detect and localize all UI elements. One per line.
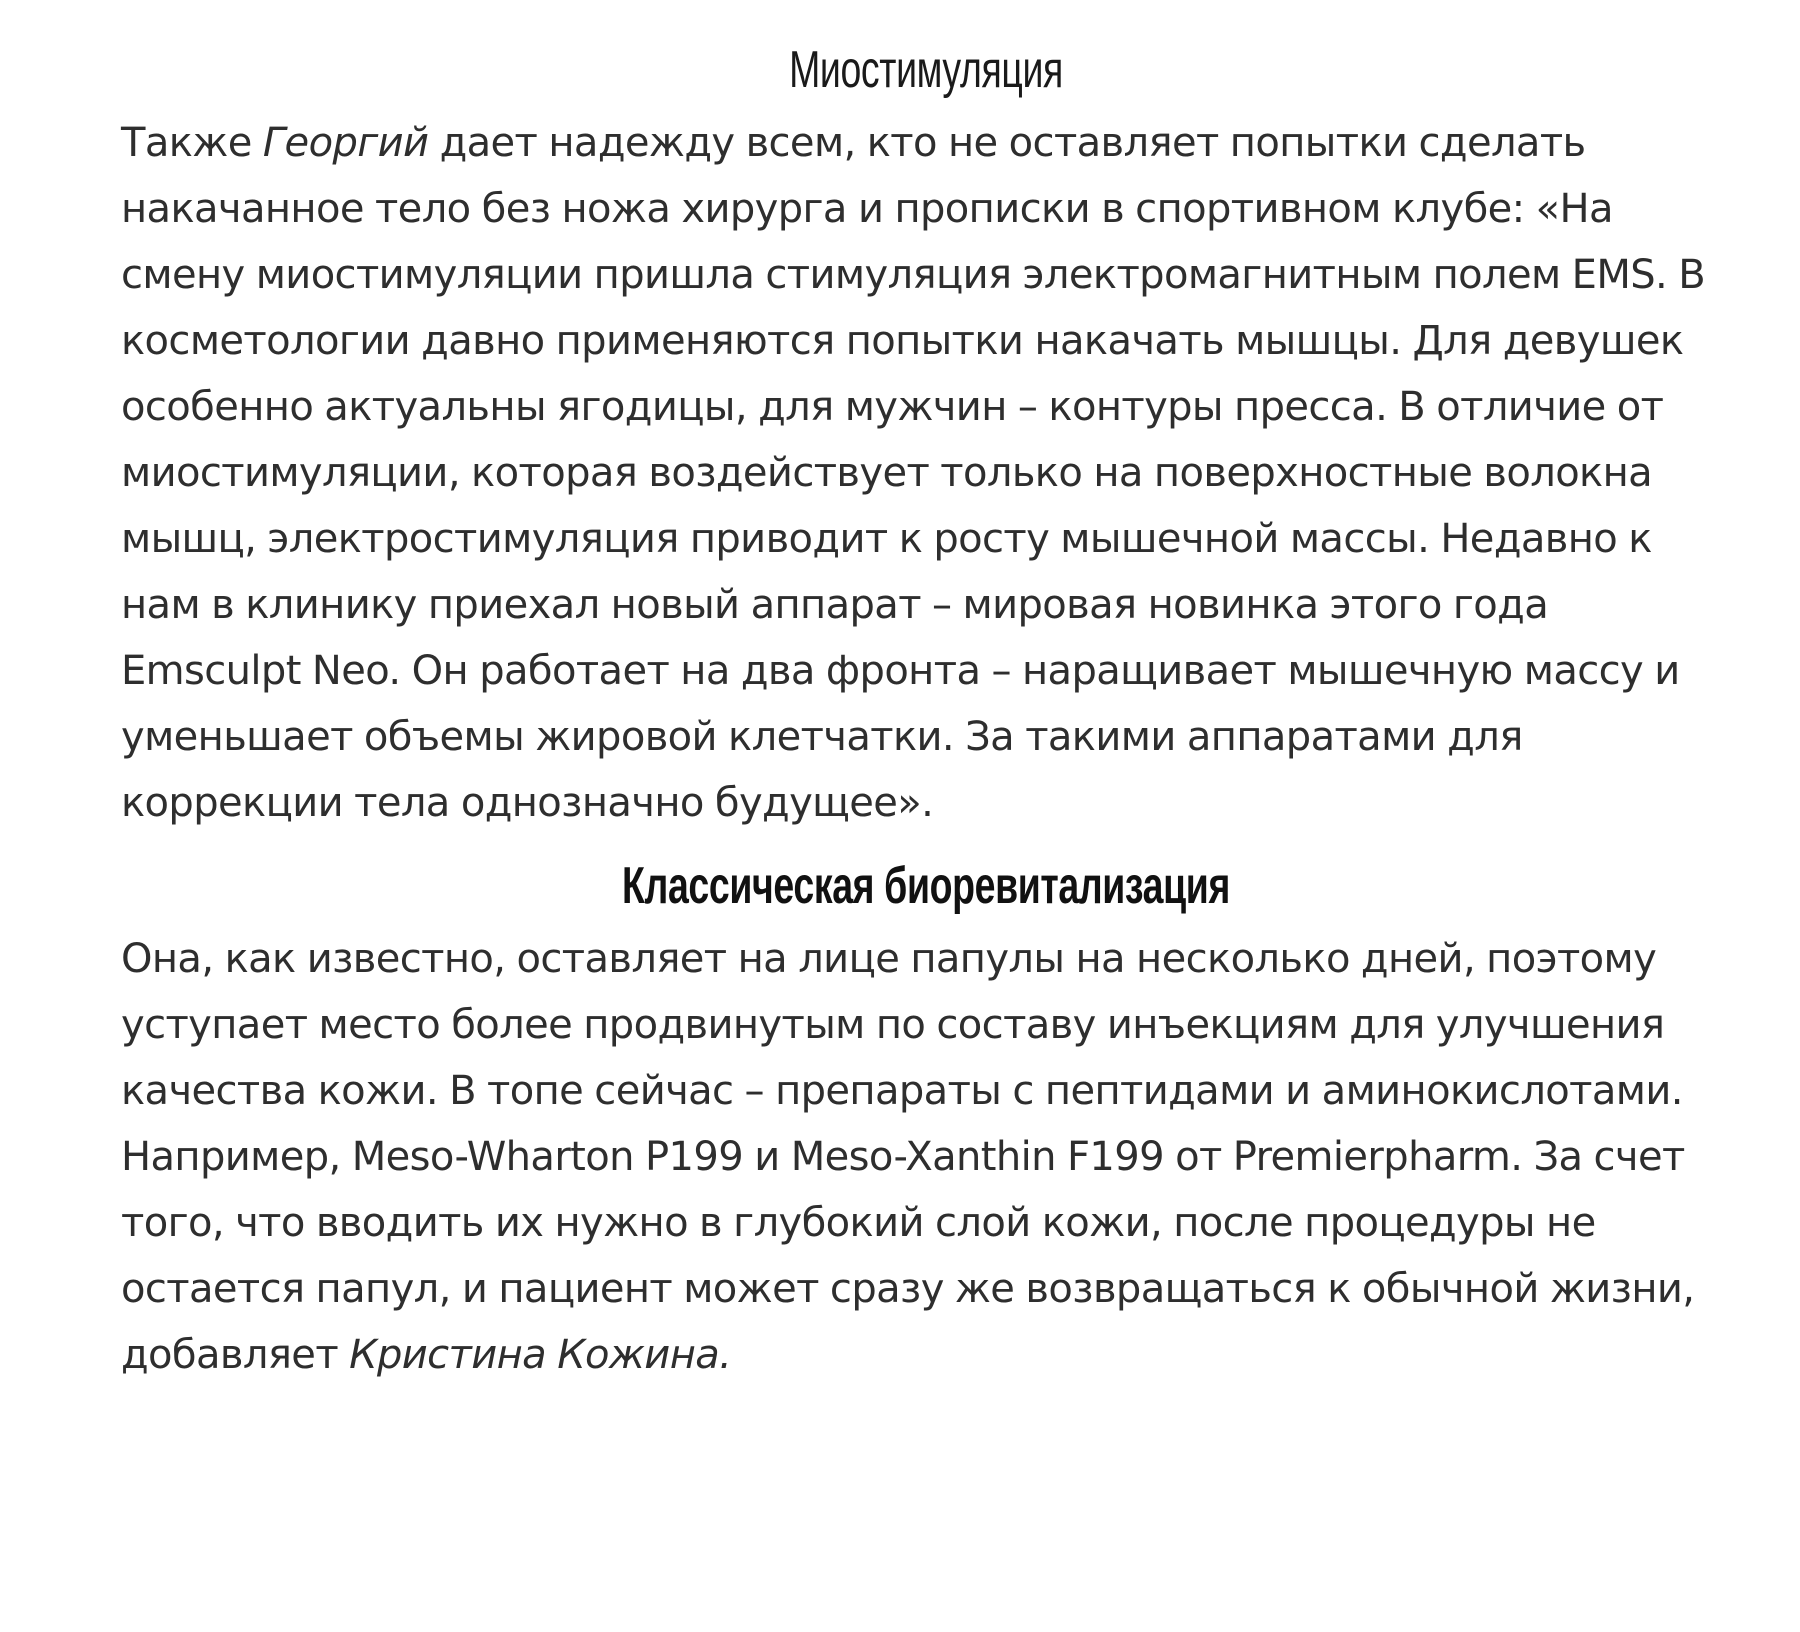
- paragraph-text: дает надежду всем, кто не оставляет попытки сделать накачанное тело без ножа хирурга и прописки в спортивном клубе: «На смену миостимуляции пришла стимуляция электромагнитным полем EMS. В косметологии давно применяются попытки накачать мышцы. Для девушек особенно актуальны ягодицы, для мужчин – контуры пресса. В отличие от миостимуляции, которая воздействует только на поверхностные волокна мышц, электростимуляция приводит к росту мышечной массы. Недавно к нам в клинику приехал новый аппарат – мировая новинка этого года Emsculpt Neo. Он работает на два фронта – наращивает мышечную массу и уменьшает объемы жировой клетчатки. За такими аппаратами для коррекции тела однозначно будущее».: [121, 120, 1706, 826]
- section-paragraph-myostimulation: [121, 110, 1731, 836]
- paragraph-text: Она, как известно, оставляет на лице папулы на несколько дней, поэтому уступает место более продвинутым по составу инъекциям для улучшения качества кожи. В топе сейчас – препараты с пептидами и аминокислотами. Например, Meso-Wharton P199 и Meso-Xanthin F199 от Premierpharm. За счет того, что вводить их нужно в глубокий слой кожи, после процедуры не остается папул, и пациент может сразу же возвращаться к обычной жизни, добавляет: [121, 936, 1695, 1378]
- expert-name-kristina: Кристина Кожина.: [349, 1332, 732, 1378]
- section-spacer: [121, 836, 1731, 846]
- section-paragraph-biorevitalization: [121, 926, 1731, 1388]
- section-heading-biorevitalization: Классическая биоревитализация: [622, 857, 1230, 915]
- paragraph-lead: Также: [121, 120, 263, 166]
- expert-name-georgy: Георгий: [262, 120, 429, 166]
- article-body: [121, 30, 1731, 1388]
- section-heading-myostimulation: Миостимуляция: [789, 41, 1063, 99]
